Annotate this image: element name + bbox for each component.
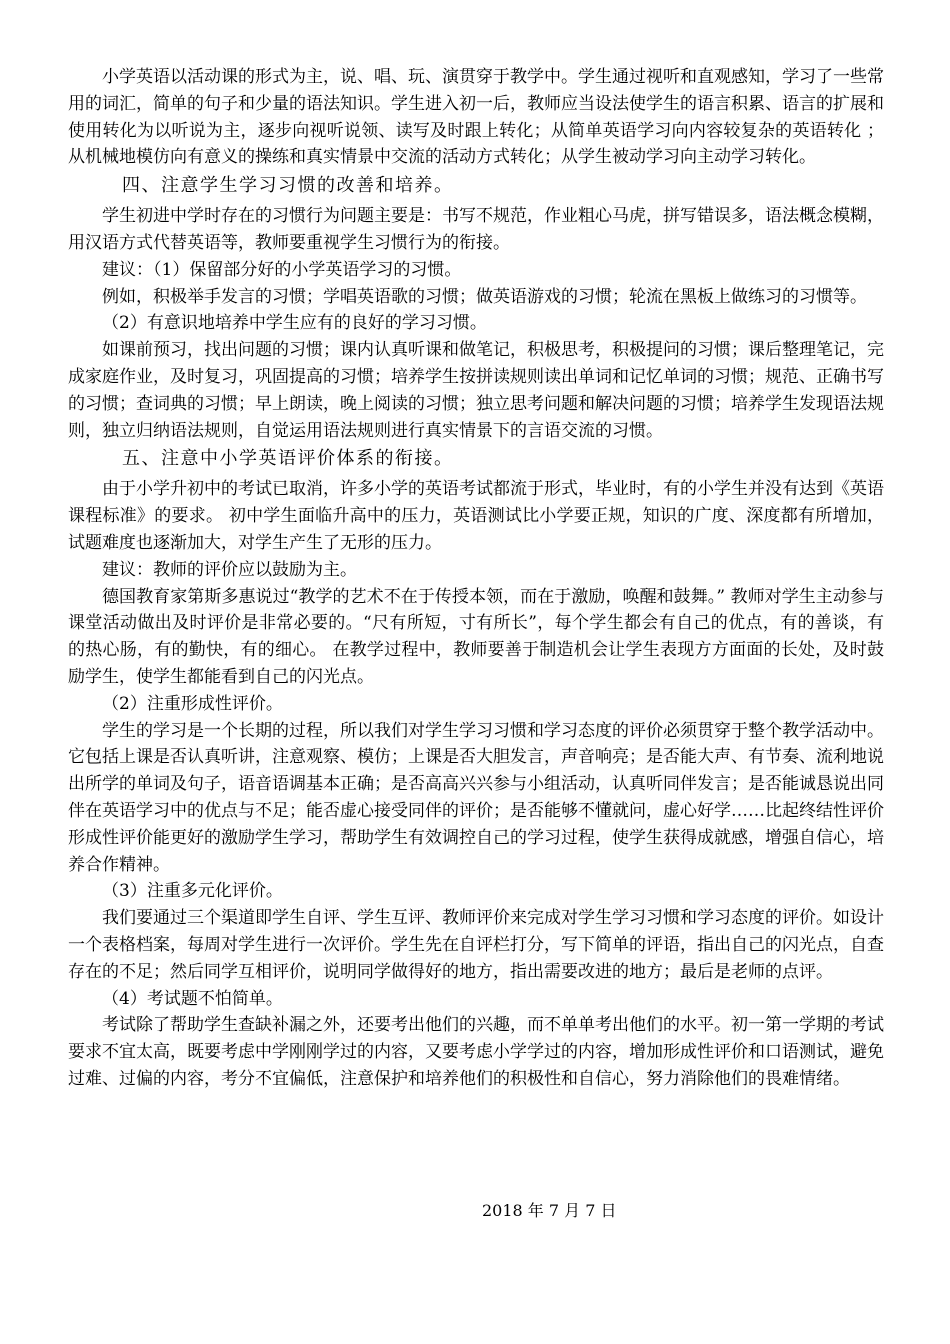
section-heading-5: 五、注意中小学英语评价体系的衔接。 <box>122 448 454 470</box>
paragraph: 我们要通过三个渠道即学生自评、学生互评、教师评价来完成对学生学习习惯和学习态度的评价。如设计一个表格档案，每周对学生进行一次评价。学生先在自评栏打分，写下简单的评语，指出自己的闪光点，自查存在的不足；然后同学互相评价，说明同学做得好的地方，指出需要改进的地方；最后是老师的点评。 <box>68 908 884 982</box>
paragraph: 由于小学升初中的考试已取消，许多小学的英语考试都流于形式，毕业时，有的小学生并没有达到《英语课程标准》的要求。 初中学生面临升高中的压力，英语测试比小学要正规，知识的广度、深度都有所增加，试题难度也逐渐加大，对学生产生了无形的压力。 <box>68 479 884 553</box>
paragraph: 如课前预习，找出问题的习惯；课内认真听课和做笔记，积极思考，积极提问的习惯；课后整理笔记，完成家庭作业，及时复习，巩固提高的习惯；培养学生按拼读规则读出单词和记忆单词的习惯；规范、正确书写的习惯；查词典的习惯；早上朗读，晚上阅读的习惯；独立思考问题和解决问题的习惯；培养学生发现语法规则，独立归纳语法规则，自觉运用语法规则进行真实情景下的言语交流的习惯。 <box>68 340 884 441</box>
paragraph: （4）考试题不怕简单。 <box>102 988 283 1009</box>
section-heading-4: 四、注意学生学习习惯的改善和培养。 <box>122 175 454 197</box>
paragraph: 学生初进中学时存在的习惯行为问题主要是：书写不规范，作业粗心马虎，拼写错误多，语法概念模糊，用汉语方式代替英语等，教师要重视学生习惯行为的衔接。 <box>68 206 884 253</box>
paragraph: 建议：（1）保留部分好的小学英语学习的习惯。 <box>102 259 462 280</box>
document-body <box>68 64 884 1093</box>
paragraph: 学生的学习是一个长期的过程，所以我们对学生学习习惯和学习态度的评价必须贯穿于整个教学活动中。它包括上课是否认真听讲，注意观察、模仿；上课是否大胆发言，声音响亮；是否能大声、有节奏、流利地说出所学的单词及句子，语音语调基本正确；是否高高兴兴参与小组活动，认真听同伴发言；是否能诚恳说出同伴在英语学习中的优点与不足；能否虚心接受同伴的评价；是否能够不懂就问，虚心好学……比起终结性评价形成性评价能更好的激励学生学习，帮助学生有效调控自己的学习过程，使学生获得成就感，增强自信心，培养合作精神。 <box>68 720 884 875</box>
paragraph: 考试除了帮助学生查缺补漏之外，还要考出他们的兴趣，而不单单考出他们的水平。初一第一学期的考试要求不宜太高，既要考虑中学刚刚学过的内容，又要考虑小学学过的内容，增加形成性评价和口语测试，避免过难、过偏的内容，考分不宜偏低，注意保护和培养他们的积极性和自信心，努力消除他们的畏难情绪。 <box>68 1015 884 1089</box>
paragraph: （2）注重形成性评价。 <box>102 693 283 714</box>
paragraph: 例如，积极举手发言的习惯；学唱英语歌的习惯；做英语游戏的习惯；轮流在黑板上做练习的习惯等。 <box>102 286 867 307</box>
paragraph: （3）注重多元化评价。 <box>102 881 283 902</box>
paragraph-intro: 小学英语以活动课的形式为主，说、唱、玩、演贯穿于教学中。学生通过视听和直观感知，学习了一些常用的词汇，简单的句子和少量的语法知识。学生进入初一后，教师应当设法使学生的语言积累、语言的扩展和使用转化为以听说为主，逐步向视听说领、读写及时跟上转化；从简单英语学习向内容较复杂的英语转化 ；从机械地模仿向有意义的操练和真实情景中交流的活动方式转化；从学生被动学习向主动学习转化。 <box>68 67 884 168</box>
paragraph: 德国教育家第斯多惠说过“教学的艺术不在于传授本领，而在于激励，唤醒和鼓舞。” 教师对学生主动参与课堂活动做出及时评价是非常必要的。“尺有所短，寸有所长”，每个学生都会有自己的优点，有的善谈，有的热心肠，有的勤快，有的细心。 在教学过程中，教师要善于制造机会让学生表现方方面面的长处，及时鼓励学生，使学生都能看到自己的闪光点。 <box>68 586 884 687</box>
document-date: 2018 年 7 月 7 日 <box>482 1201 617 1220</box>
paragraph: 建议：教师的评价应以鼓励为主。 <box>102 559 357 580</box>
paragraph: （2）有意识地培养中学生应有的良好的学习习惯。 <box>102 313 487 334</box>
